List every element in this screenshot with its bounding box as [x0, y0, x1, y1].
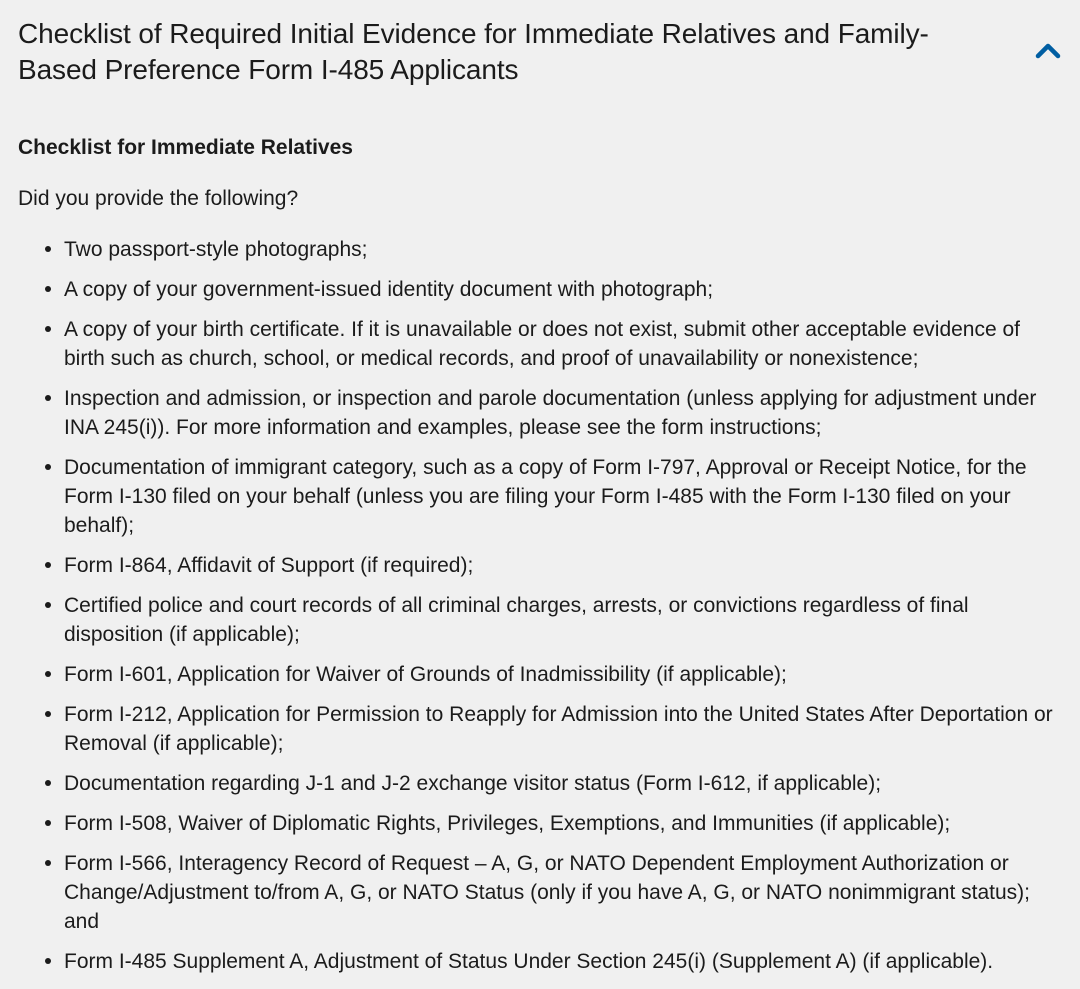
accordion-title[interactable]: Checklist of Required Initial Evidence for Immediate Relatives and Family-Based Preference Form I-485 Applicants	[18, 18, 929, 85]
accordion-body	[0, 134, 1080, 976]
list-item-text: Form I-566, Interagency Record of Request – A, G, or NATO Dependent Employment Authorization or Change/Adjustment to/from A, G, or NATO Status (only if you have A, G, or NATO nonimmigrant status); and	[64, 852, 1031, 933]
list-item	[64, 453, 1062, 540]
bullet-icon	[43, 700, 53, 729]
list-item-text: Two passport-style photographs;	[64, 238, 368, 261]
bullet-icon	[43, 849, 53, 878]
list-item	[64, 235, 1062, 264]
list-item	[64, 769, 1062, 798]
bullet-icon	[43, 315, 53, 344]
list-item-text: Form I-508, Waiver of Diplomatic Rights, Privileges, Exemptions, and Immunities (if applicable);	[64, 812, 951, 835]
bullet-icon	[43, 769, 53, 798]
evidence-checklist	[18, 235, 1062, 976]
intro-text: Did you provide the following?	[18, 187, 299, 210]
list-item	[64, 591, 1062, 649]
list-item	[64, 849, 1062, 936]
list-item-text: Form I-601, Application for Waiver of Grounds of Inadmissibility (if applicable);	[64, 663, 787, 686]
bullet-icon	[43, 551, 53, 580]
list-item	[64, 315, 1062, 373]
list-item	[64, 809, 1062, 838]
bullet-icon	[43, 947, 53, 976]
chevron-up-icon[interactable]	[1030, 36, 1066, 66]
list-item	[64, 660, 1062, 689]
list-item-text: Form I-485 Supplement A, Adjustment of Status Under Section 245(i) (Supplement A) (if applicable).	[64, 950, 994, 973]
bullet-icon	[43, 591, 53, 620]
list-item	[64, 947, 1062, 976]
list-item-text: Documentation regarding J-1 and J-2 exchange visitor status (Form I-612, if applicable);	[64, 772, 882, 795]
list-item-text: Form I-212, Application for Permission to Reapply for Admission into the United States After Deportation or Removal (if applicable);	[64, 703, 1053, 755]
bullet-icon	[43, 453, 53, 482]
list-item	[64, 700, 1062, 758]
bullet-icon	[43, 235, 53, 264]
list-item	[64, 275, 1062, 304]
list-item-text: Certified police and court records of all criminal charges, arrests, or convictions regardless of final disposition (if applicable);	[64, 594, 969, 646]
list-item-text: Documentation of immigrant category, such as a copy of Form I-797, Approval or Receipt Notice, for the Form I-130 filed on your behalf (unless you are filing your Form I-485 with the Form I-130 filed on your behalf);	[64, 456, 1027, 537]
list-item-text: A copy of your birth certificate. If it is unavailable or does not exist, submit other acceptable evidence of birth such as church, school, or medical records, and proof of unavailability or nonexistence;	[64, 318, 1021, 370]
section-heading: Checklist for Immediate Relatives	[18, 136, 353, 159]
accordion-header[interactable]	[0, 0, 1080, 108]
list-item-text: Inspection and admission, or inspection and parole documentation (unless applying for adjustment under INA 245(i)). For more information and examples, please see the form instructions;	[64, 387, 1037, 439]
list-item	[64, 551, 1062, 580]
bullet-icon	[43, 660, 53, 689]
list-item-text: A copy of your government-issued identity document with photograph;	[64, 278, 714, 301]
bullet-icon	[43, 809, 53, 838]
list-item	[64, 384, 1062, 442]
bullet-icon	[43, 384, 53, 413]
list-item-text: Form I-864, Affidavit of Support (if required);	[64, 554, 474, 577]
bullet-icon	[43, 275, 53, 304]
